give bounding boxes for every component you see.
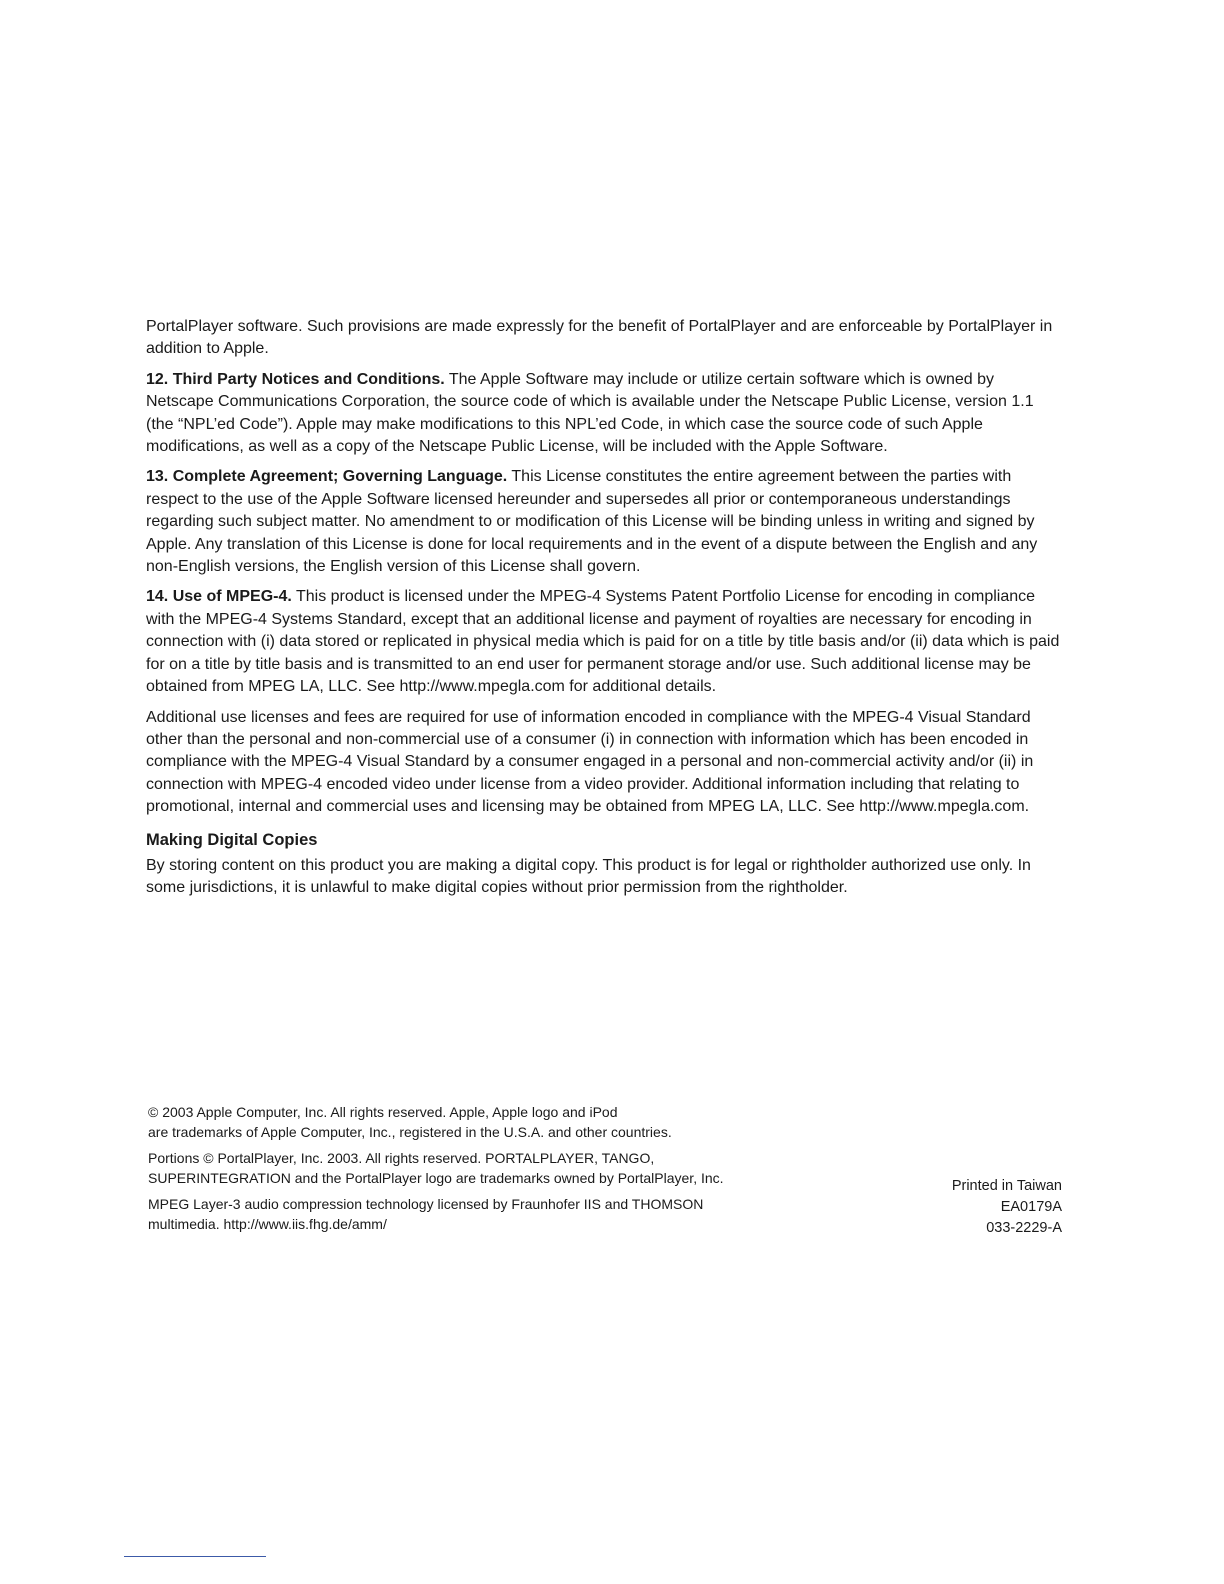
- mpeg-line-1: MPEG Layer-3 audio compression technology licensed by Fraunhofer IIS and THOMSON: [148, 1196, 704, 1212]
- mpeg-notice: [148, 1194, 848, 1234]
- portalplayer-notice: [148, 1148, 848, 1188]
- intro-paragraph: PortalPlayer software. Such provisions are made expressly for the benefit of PortalPlayer and are enforceable by PortalPlayer in addition to Apple.: [146, 318, 1053, 358]
- print-info: [952, 1176, 1062, 1239]
- section-12-paragraph: [146, 369, 1062, 459]
- section-13-paragraph: [146, 466, 1062, 578]
- section-13-heading: 13. Complete Agreement; Governing Language.: [146, 468, 508, 486]
- copyright-notice: [148, 1102, 848, 1142]
- portalplayer-line-2: SUPERINTEGRATION and the PortalPlayer logo are trademarks owned by PortalPlayer, Inc.: [148, 1170, 724, 1186]
- copyright-line-2: are trademarks of Apple Computer, Inc., registered in the U.S.A. and other countries.: [148, 1124, 672, 1140]
- making-digital-copies-heading: Making Digital Copies: [146, 830, 318, 849]
- section-14-text: This product is licensed under the MPEG-4 Systems Patent Portfolio License for encoding in compliance with the MPEG-4 Systems Standard, except that an additional license and payment of royalties are necessary for encoding in connection with (i) data stored or replicated in physical media which is paid for on a title by title basis and/or (ii) data which is paid for on a title by title basis and is transmitted to an end user for permanent storage and/or use. Such additional license may be obtained from MPEG LA, LLC. See http://www.mpegla.com for additional details.: [146, 588, 1060, 696]
- section-13-text: This License constitutes the entire agreement between the parties with respect to the use of the Apple Software licensed hereunder and supersedes all prior or contemporaneous understandings regarding such subject matter. No amendment to or modification of this License will be binding unless in writing and signed by Apple. Any translation of this License is done for local requirements and in the event of a dispute between the English and any non-English versions, the English version of this License shall govern.: [146, 468, 1038, 576]
- making-digital-copies-text: By storing content on this product you are making a digital copy. This product is for legal or rightholder authorized use only. In some jurisdictions, it is unlawful to make digital copies without prior permission from the rightholder.: [146, 856, 1031, 897]
- section-14-paragraph: [146, 586, 1062, 698]
- part-code-2: 033-2229-A: [986, 1220, 1062, 1236]
- bottom-divider: [124, 1556, 266, 1557]
- section-12-text: The Apple Software may include or utilize certain software which is owned by Netscape Communications Corporation, the source code of which is available under the Netscape Public License, version 1.1 (the “NPL’ed Code”). Apple may make modifications to this NPL’ed Code, in which case the source code of such Apple modifications, as well as a copy of the Netscape Public License, will be included with the Apple Software.: [146, 370, 1034, 456]
- additional-licenses-paragraph: Additional use licenses and fees are required for use of information encoded in compliance with the MPEG-4 Visual Standard other than the personal and non-commercial use of a consumer (i) in connection with information which has been encoded in compliance with the MPEG-4 Visual Standard by a consumer engaged in a personal and non-commercial activity and/or (ii) in connection with MPEG-4 encoded video under license from a video provider. Additional information including that relating to promotional, internal and commercial uses and licensing may be obtained from MPEG LA, LLC. See http://www.mpegla.com.: [146, 708, 1034, 816]
- legal-footer: [148, 1102, 848, 1240]
- portalplayer-line-1: Portions © PortalPlayer, Inc. 2003. All rights reserved. PORTALPLAYER, TANGO,: [148, 1150, 655, 1166]
- license-body: [146, 316, 1062, 908]
- part-code-1: EA0179A: [1000, 1199, 1062, 1215]
- printed-in: Printed in Taiwan: [951, 1178, 1062, 1194]
- section-12-heading: 12. Third Party Notices and Conditions.: [146, 370, 445, 388]
- mpeg-line-2: multimedia. http://www.iis.fhg.de/amm/: [148, 1216, 387, 1232]
- copyright-line-1: © 2003 Apple Computer, Inc. All rights reserved. Apple, Apple logo and iPod: [148, 1104, 618, 1120]
- section-14-heading: 14. Use of MPEG-4.: [146, 588, 292, 606]
